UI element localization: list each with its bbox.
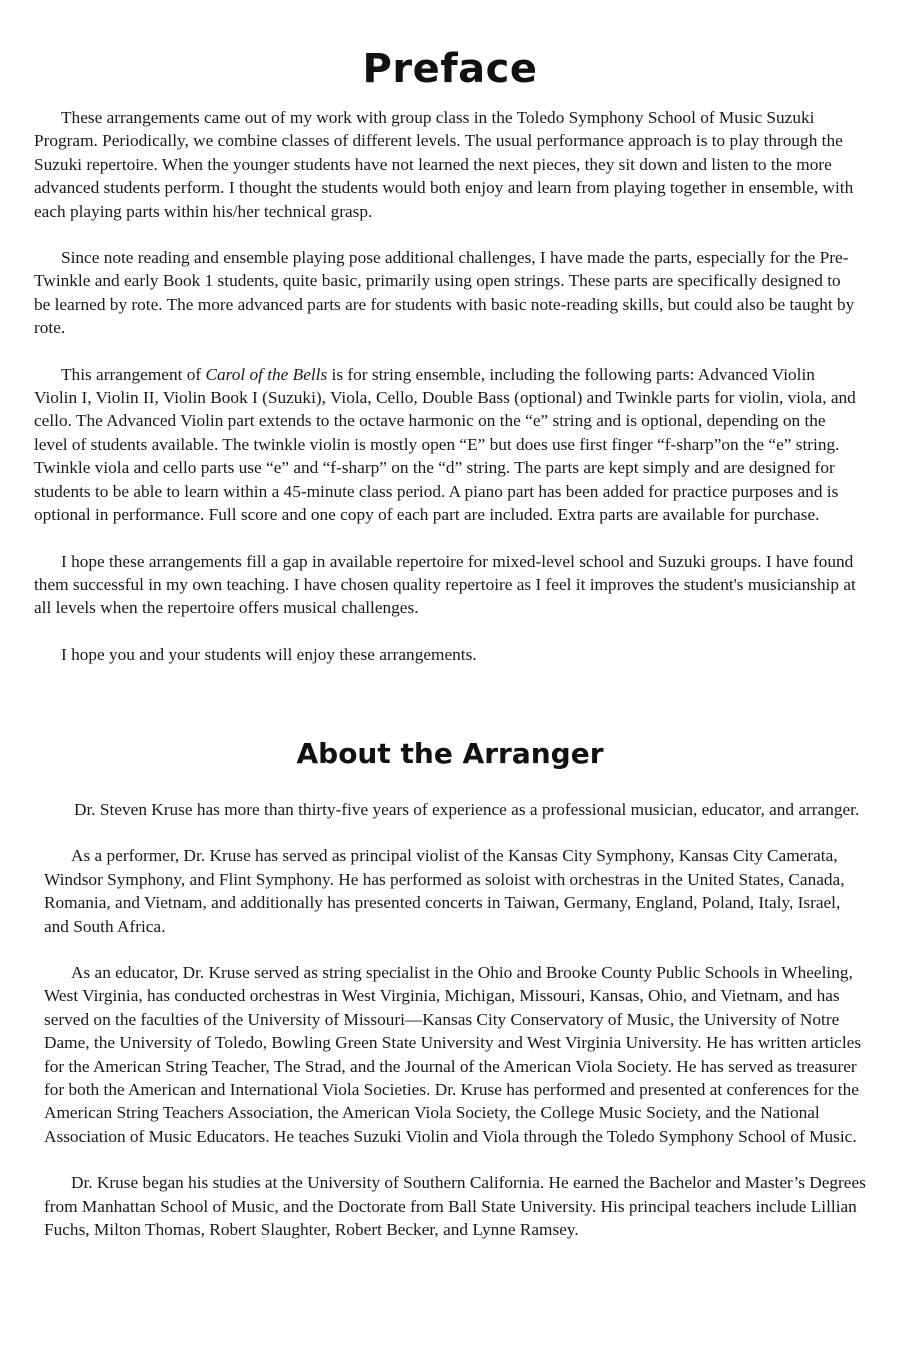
about-section	[44, 798, 866, 1242]
about-paragraph-4: Dr. Kruse began his studies at the University of Southern California. He earned the Bachelor and Master’s Degrees from Manhattan School of Music, and the Doctorate from Ball State University. His principal teachers include Lillian Fuchs, Milton Thomas, Robert Slaughter, Robert Becker, and Lynne Ramsey.	[44, 1173, 866, 1240]
piece-title: Carol of the Bells	[205, 364, 328, 384]
about-paragraph-3: As an educator, Dr. Kruse served as string specialist in the Ohio and Brooke County Public Schools in Wheeling, West Virginia, has conducted orchestras in West Virginia, Michigan, Missouri, Kansas, Ohio, and Vietnam, and has served on the faculties of the University of Missouri—Kansas City Conservatory of Music, the University of Notre Dame, the University of Toledo, Bowling Green State University and West Virginia University. He has written articles for the American String Teacher, The Strad, and the Journal of the American Viola Society. He has served as treasurer for both the American and International Viola Societies. Dr. Kruse has performed and presented at conferences for the American String Teachers Association, the American Viola Society, the College Music Society, and the National Association of Music Educators. He teaches Suzuki Violin and Viola through the Toledo Symphony School of Music.	[44, 963, 862, 1146]
preface-paragraph-2: Since note reading and ensemble playing pose additional challenges, I have made the parts, especially for the Pre-Twinkle and early Book 1 students, quite basic, primarily using open strings. These parts are specifically designed to be learned by rote. The more advanced parts are for students with basic note-reading skills, but could also be taught by rote.	[34, 248, 855, 338]
preface-paragraph-3-body: is for string ensemble, including the following parts: Advanced Violin Violin I, Violin II, Violin Book I (Suzuki), Viola, Cello, Double Bass (optional) and Twinkle parts for violin, viola, and cello. The Advanced Violin part extends to the octave harmonic on the “e” string and is optional, depending on the level of students available. The twinkle violin is mostly open “E” but does use first finger “f-sharp”on the “e” string. Twinkle viola and cello parts use “e” and “f-sharp” on the “d” string. The parts are kept simply and are designed for students to be able to learn within a 45-minute class period. A piano part has been added for practice purposes and is optional in performance. Full score and one copy of each part are included. Extra parts are available for purchase.	[34, 364, 856, 525]
preface-paragraph-3	[34, 363, 858, 527]
preface-paragraph-5: I hope you and your students will enjoy these arrangements.	[61, 644, 477, 664]
preface-section	[34, 106, 858, 666]
about-paragraph-2: As a performer, Dr. Kruse has served as principal violist of the Kansas City Symphony, Kansas City Camerata, Windsor Symphony, and Flint Symphony. He has performed as soloist with orchestras in the United States, Canada, Romania, and Vietnam, and additionally has presented concerts in Taiwan, Germany, England, Poland, Italy, Israel, and South Africa.	[44, 846, 845, 936]
about-paragraph-1: Dr. Steven Kruse has more than thirty-five years of experience as a professional musician, educator, and arranger.	[74, 800, 860, 819]
about-title: About the Arranger	[296, 737, 604, 770]
preface-title: Preface	[362, 46, 538, 92]
preface-paragraph-1: These arrangements came out of my work with group class in the Toledo Symphony School of Music Suzuki Program. Periodically, we combine classes of different levels. The usual performance approach is to play through the Suzuki repertoire. When the younger students have not learned the next pieces, they sit down and listen to the more advanced students perform. I thought the students would both enjoy and learn from playing together in ensemble, with each playing parts within his/her technical grasp.	[34, 108, 854, 221]
preface-paragraph-3-lead: This arrangement of	[61, 364, 206, 384]
preface-paragraph-4: I hope these arrangements fill a gap in available repertoire for mixed-level school and Suzuki groups. I have found them successful in my own teaching. I have chosen quality repertoire as I feel it improves the student's musicianship at all levels when the repertoire offers musical challenges.	[34, 551, 856, 618]
